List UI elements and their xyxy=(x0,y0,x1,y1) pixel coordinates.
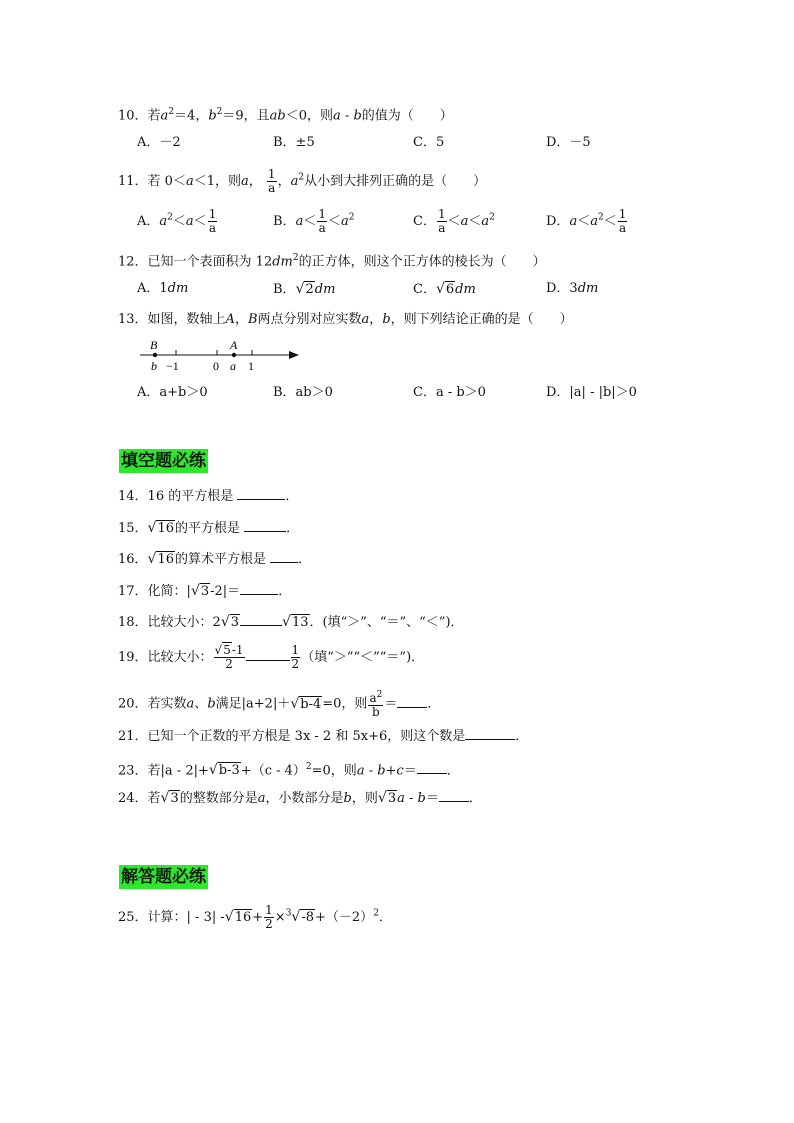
number-line xyxy=(135,336,305,376)
fraction-one-half: $\frac{1}{2}$ xyxy=(291,643,300,671)
q13-option-d: D．|a| - |b|＞0 xyxy=(546,385,637,400)
question-23: 23．若|a - 2|+√b-3+（c - 4）$^2$=0，则a - b+c＝ ． xyxy=(118,762,460,779)
q11-option-c: C． $\frac{1}{a}$ $<a<a^2$ xyxy=(413,207,495,235)
q11-option-b: B．a＜ $\frac{1}{a}$ $<a^2$ xyxy=(273,207,355,235)
fraction-sqrt5-minus-1-over-2: $\frac{√5-1}{2}$ xyxy=(214,643,244,671)
q12-option-b: B．√2dm xyxy=(273,281,336,297)
answer-blank xyxy=(240,582,278,595)
label-a: a xyxy=(230,359,236,373)
answer-blank xyxy=(270,550,298,563)
question-25: 25．计算：| - 3| -√16+ $\frac{1}{2}$ $\times^3√-8+(-2)^2$． xyxy=(118,903,392,931)
question-10: 10．若$a^2=4$，$b^2=9$，且ab＜0，则a - b的值为（ ） xyxy=(118,107,453,124)
question-24: 24．若√3的整数部分是a，小数部分是b，则√3a - b＝ ． xyxy=(118,790,482,806)
q10-option-b: B．±5 xyxy=(273,135,315,150)
question-14: 14．16 的平方根是 ． xyxy=(118,489,299,504)
label-minus-one: −1 xyxy=(166,359,179,373)
q12-option-c: C．√6dm xyxy=(413,281,476,297)
answer-blank xyxy=(439,789,469,802)
q12-option-a: A．1dm xyxy=(137,281,189,296)
answer-blank xyxy=(244,519,286,532)
axis-arrow xyxy=(289,351,299,359)
answer-blank xyxy=(240,613,282,626)
label-A: A xyxy=(230,338,238,352)
q10-option-d: D．－5 xyxy=(546,135,591,150)
q11-option-a: A．$a^2<a<$ $\frac{1}{a}$ xyxy=(137,207,217,235)
fraction-1-over-a: $\frac{1}{a}$ xyxy=(267,167,276,195)
point-a xyxy=(232,353,236,357)
label-zero: 0 xyxy=(213,359,219,373)
question-15: 15．√16的平方根是 ． xyxy=(118,520,300,536)
question-11: 11．若 0＜a＜1，则a， $\frac{1}{a}$ ，$a^2$从小到大排列正确的是（ ） xyxy=(118,167,487,195)
label-one: 1 xyxy=(248,359,254,373)
fraction-one-half: $\frac{1}{2}$ xyxy=(265,903,273,931)
label-b: b xyxy=(151,359,157,373)
fraction-a-squared-over-b: $\frac{a^2}{b}$ xyxy=(369,690,383,719)
point-b xyxy=(153,353,157,357)
section-fill-in-blank: 填空题必练 xyxy=(121,451,206,471)
q13-option-a: A．a+b＞0 xyxy=(137,385,208,400)
label-B: B xyxy=(150,338,158,352)
answer-blank xyxy=(465,727,515,740)
question-18: 18．比较大小：2√3 √13．(填“＞”、“＝”、“＜”)． xyxy=(118,614,464,630)
q10-option-a: A．－2 xyxy=(137,135,181,150)
q12-option-d: D．3dm xyxy=(546,281,599,296)
question-19: 19．比较大小： $\frac{√5-1}{2}$ $\frac{1}{2}$ （填“＞”“＜”“＝”)． xyxy=(118,643,425,671)
q10-option-c: C．5 xyxy=(413,135,445,150)
answer-blank xyxy=(246,648,290,661)
question-12: 12．已知一个表面积为 $12dm^2$的正方体，则这个正方体的棱长为（ ） xyxy=(118,253,546,270)
q11-option-d: D．$a<a^2<$ $\frac{1}{a}$ xyxy=(546,207,627,235)
q13-option-c: C．a - b＞0 xyxy=(413,385,486,400)
answer-blank xyxy=(397,695,427,708)
question-17: 17．化简：|√3-2|＝ ． xyxy=(118,583,292,599)
answer-blank xyxy=(417,761,447,774)
question-21: 21．已知一个正数的平方根是 3x - 2 和 5x+6，则这个数是 ． xyxy=(118,729,529,744)
question-13: 13．如图，数轴上A，B两点分别对应实数a，b，则下列结论正确的是（ ） xyxy=(118,312,573,327)
section-answer-problems: 解答题必练 xyxy=(121,867,206,887)
q13-option-b: B．ab＞0 xyxy=(273,385,333,400)
answer-blank xyxy=(237,487,285,500)
question-16: 16．√16的算术平方根是 ． xyxy=(118,551,312,567)
question-20: 20．若实数a、b满足|a+2|＋√b-4=0，则 $\frac{a^2}{b}$ ＝ ． xyxy=(118,690,441,719)
